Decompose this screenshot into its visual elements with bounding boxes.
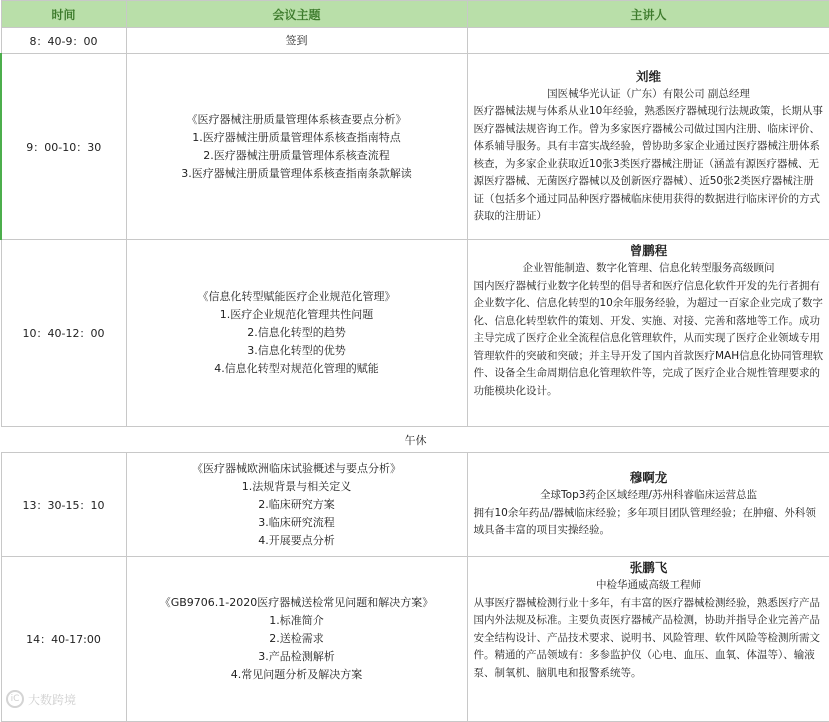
agenda-row — [1, 54, 829, 240]
speaker-bio: 从事医疗器械检测行业十多年，有丰富的医疗器械检测经验，熟悉医疗产品国内外法规及标准。主要负责医疗器械产品检测，协助并指导企业完善产品安全结构设计、产品技术要求、说明书、风险管理、软件风险等检测所需文件。精通的产品领域有：多参监护仪（心电、血压、血氧、体温等）、输液泵、制氧机、脑肌电和报警系统等。 — [473, 596, 820, 679]
speaker-name: 曾鹏程 — [629, 243, 668, 258]
speaker-cell-empty — [467, 28, 829, 54]
speaker-bio: 医疗器械法规与体系从业10年经验，熟悉医疗器械现行法规政策，长期从事医疗器械法规咨询工作。曾为多家医疗器械公司做过国内注册、临床评价、体系辅导服务。具有丰富实战经验，曾协助多家企业通过医疗器械注册体系核查，为多家企业获取近10张3类医疗器械注册证（涵盖有源医疗器械、无源医疗器械、无菌医疗器械以及创新医疗器械）、近50张2类医疗器械注册证（包括多个通过同品种医疗器械临床使用获得的数据进行临床评价的方式获取的注册证） — [473, 105, 823, 222]
watermark — [6, 690, 76, 708]
topic-cell — [126, 54, 467, 240]
lunch-break-label: 午休 — [1, 427, 829, 453]
topic-item: 3.医疗器械注册质量管理体系核查指南条款解读 — [181, 166, 412, 180]
topic-item: 4.常见问题分析及解决方案 — [230, 668, 363, 681]
time-cell: 10：40-12：00 — [1, 240, 126, 427]
speaker-cell — [467, 557, 829, 722]
header-row — [1, 1, 829, 28]
agenda-row — [1, 453, 829, 557]
speaker-role: 企业智能制造、数字化管理、信息化转型服务高级顾问 — [522, 262, 775, 274]
speaker-name: 刘维 — [635, 68, 661, 84]
watermark-logo-icon: iC — [6, 690, 24, 708]
topic-title: 《信息化转型赋能医疗企业规范化管理》 — [197, 290, 396, 303]
topic-item: 3.产品检测解析 — [258, 650, 335, 663]
speaker-bio: 国内医疗器械行业数字化转型的倡导者和医疗信息化软件开发的先行者拥有企业数字化、信息化转型的10余年服务经验，为超过一百家企业完成了数字化、信息化转型软件的策划、开发、实施、对接、完善和落地等工作。成功主导完成了医疗企业全流程信息化管理软件，从而实现了医疗企业领域专用管理软件的突破和突破；并主导开发了国内首款医疗MAH信息化协同管理软件、设备全生命周期信息化管理软件等，完成了医疗企业合规性管理要求的功能模块化设计。 — [473, 279, 824, 397]
speaker-name: 穆啊龙 — [629, 470, 668, 486]
speaker-cell — [467, 453, 829, 557]
topic-cell — [126, 240, 467, 427]
topic-item: 3.信息化转型的优势 — [247, 344, 346, 357]
topic-cell — [126, 557, 467, 722]
topic-item: 2.医疗器械注册质量管理体系核查流程 — [203, 148, 390, 162]
speaker-bio: 拥有10余年药品/器械临床经验；多年项目团队管理经验；在肿瘤、外科领域具备丰富的项目实操经验。 — [473, 506, 816, 537]
speaker-name: 张鹏飞 — [629, 560, 668, 575]
agenda-row-signin — [1, 28, 829, 54]
header-topic: 会议主题 — [126, 1, 467, 28]
topic-cell — [126, 453, 467, 557]
speaker-cell-clip — [474, 559, 824, 719]
topic-item: 1.医疗企业规范化管理共性问题 — [219, 308, 374, 321]
agenda-row — [1, 240, 829, 427]
topic-item: 1.医疗器械注册质量管理体系核查指南特点 — [192, 130, 401, 144]
topic-item: 1.标准简介 — [269, 614, 324, 627]
topic-title: 《GB9706.1-2020医疗器械送检常见问题和解决方案》 — [159, 596, 434, 609]
time-cell: 9：00-10：30 — [1, 54, 126, 240]
topic-item: 1.法规背景与相关定义 — [241, 479, 352, 493]
time-cell: 8：40-9：00 — [1, 28, 126, 54]
speaker-role: 中检华通威高级工程师 — [596, 579, 701, 591]
topic-item: 3.临床研究流程 — [258, 515, 335, 529]
topic-item: 2.送检需求 — [269, 632, 324, 645]
time-cell: 14：40-17:00 — [1, 557, 126, 722]
topic-item: 4.开展要点分析 — [258, 533, 335, 547]
topic-item: 4.信息化转型对规范化管理的赋能 — [214, 362, 379, 375]
topic-item: 2.信息化转型的趋势 — [247, 326, 346, 339]
speaker-cell — [467, 54, 829, 240]
topic-title: 《医疗器械欧洲临床试验概述与要点分析》 — [192, 461, 401, 475]
lunch-break-row — [1, 427, 829, 453]
topic-item: 2.临床研究方案 — [258, 497, 335, 511]
header-speaker: 主讲人 — [467, 1, 829, 28]
speaker-cell — [467, 240, 829, 427]
speaker-cell-clip — [474, 242, 824, 424]
topic-title: 《医疗器械注册质量管理体系核查要点分析》 — [186, 112, 407, 126]
speaker-role: 全球Top3药企区域经理/苏州科睿临床运营总监 — [540, 489, 757, 502]
topic-cell: 签到 — [126, 28, 467, 54]
agenda-row — [1, 557, 829, 722]
header-time: 时间 — [1, 1, 126, 28]
watermark-text: 大数跨境 — [28, 692, 77, 707]
speaker-role: 国医械华光认证（广东）有限公司 副总经理 — [547, 87, 750, 100]
time-cell: 13：30-15：10 — [1, 453, 126, 557]
